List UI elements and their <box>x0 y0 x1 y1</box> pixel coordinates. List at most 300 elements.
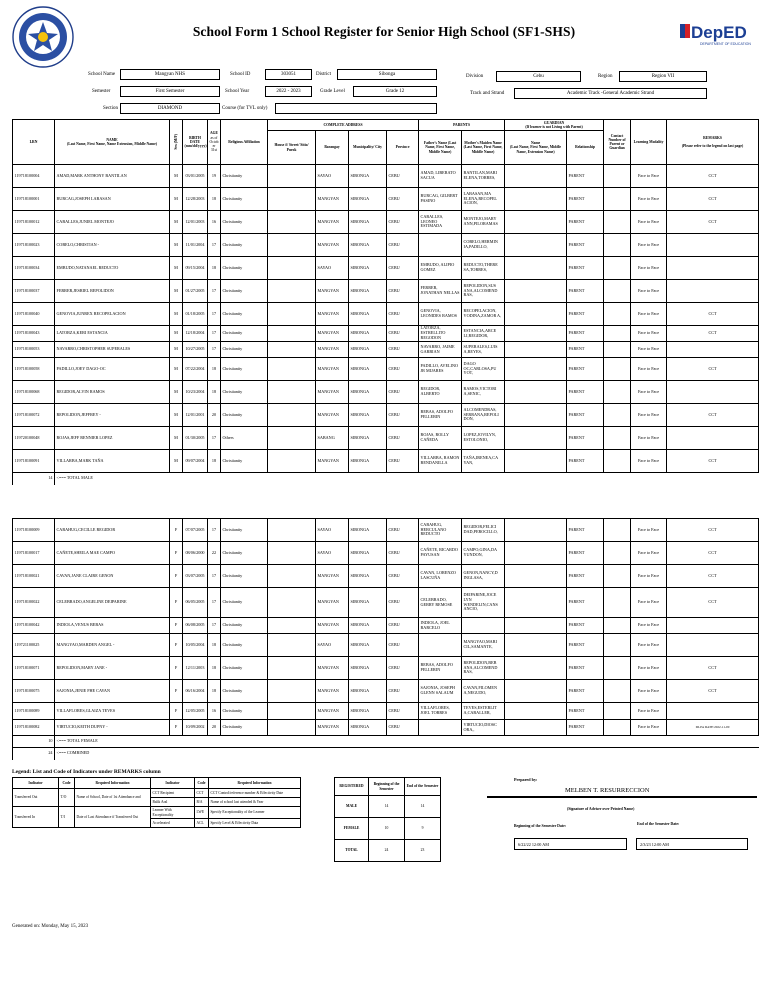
table-row <box>13 634 759 657</box>
cell-contact <box>604 720 631 736</box>
school-name-label: School Name <box>88 72 116 77</box>
legend-h-required2: Required Information <box>209 778 301 789</box>
cell-mother: COBELO,HERMIN IA,PADILLO, <box>462 234 505 257</box>
cell-sex: M <box>170 165 183 188</box>
cell-contact <box>604 165 631 188</box>
cell-birth: 03/01/2005 <box>183 165 208 188</box>
cell-house <box>268 342 316 358</box>
total-label: <=== TOTAL MALE <box>55 473 759 485</box>
cell-contact <box>604 634 631 657</box>
cell-contact <box>604 257 631 280</box>
cell-province: CEBU <box>387 720 419 736</box>
cell-remarks <box>667 234 759 257</box>
cell-modality: Face to Face <box>631 703 667 720</box>
cell-birth: 06/08/2005 <box>183 618 208 634</box>
course-label: Course (for TVL only) <box>222 106 268 111</box>
end-date-field: 2/3/23 12:00 AM <box>636 838 748 850</box>
cell-modality: Face to Face <box>631 280 667 303</box>
cell-modality: Face to Face <box>631 618 667 634</box>
cell-remarks <box>667 280 759 303</box>
cell-birth: 03/07/2005 <box>183 565 208 588</box>
table-row <box>13 381 759 404</box>
summary-h-end: End of the Semester <box>405 778 441 796</box>
cell-barangay: MANGYAN <box>316 657 349 680</box>
cell-birth: 10/27/2005 <box>183 342 208 358</box>
cell-remarks: CCT <box>667 326 759 342</box>
legend-h-code2: Code <box>195 778 209 789</box>
cell-religion: Christianity <box>221 588 268 618</box>
legend-balik-aral: Balik Aral <box>151 798 195 807</box>
cell-religion: Christianity <box>221 450 268 473</box>
cell-sex: M <box>170 234 183 257</box>
cell-g-name <box>505 342 567 358</box>
cell-father: REGIDOR, ALBERTO <box>419 381 462 404</box>
cell-barangay: SAYAO <box>316 519 349 542</box>
cell-remarks: CCT <box>667 211 759 234</box>
cell-house <box>268 303 316 326</box>
cell-name: FERRER,JESRIEL REPOLIDON <box>55 280 170 303</box>
cell-barangay: SAYAO <box>316 257 349 280</box>
cell-name: PADILLO,JOEY DAGO-OC <box>55 358 170 381</box>
cell-birth: 12/01/2001 <box>183 404 208 427</box>
cell-house <box>268 519 316 542</box>
col-name: NAME (Last Name, First Name, Name Extension, Middle Name) <box>55 120 170 165</box>
cell-religion: Christianity <box>221 303 268 326</box>
legend-accelerated: Accelerated <box>151 819 195 828</box>
cell-contact <box>604 234 631 257</box>
cell-religion: Christianity <box>221 657 268 680</box>
cell-relationship: PARENT <box>567 165 604 188</box>
cell-relationship: PARENT <box>567 680 604 703</box>
cell-age: 20 <box>208 720 221 736</box>
cell-name: NAVARRO,CHRISTOPHER SUPERALES <box>55 342 170 358</box>
cell-relationship: PARENT <box>567 381 604 404</box>
cell-lrn: 119718100037 <box>13 280 55 303</box>
cell-relationship: PARENT <box>567 703 604 720</box>
cell-age: 19 <box>208 165 221 188</box>
cell-house <box>268 565 316 588</box>
legend-info-lwe: Specify Exceptionality of the Learner <box>209 807 301 819</box>
legend-transferred-out: Transferred Out <box>13 789 59 807</box>
end-date-label: End of the Semester Date: <box>637 822 680 826</box>
cell-municipality: SIBONGA <box>349 326 387 342</box>
cell-mother: LABASAN,MA ELENA,RECOPEL ACION, <box>462 188 505 211</box>
table-row <box>13 542 759 565</box>
cell-father <box>419 634 462 657</box>
cell-religion: Christianity <box>221 618 268 634</box>
cell-remarks <box>667 703 759 720</box>
cell-g-name <box>505 588 567 618</box>
cell-g-name <box>505 381 567 404</box>
cell-modality: Face to Face <box>631 565 667 588</box>
cell-relationship: PARENT <box>567 657 604 680</box>
cell-lrn: 119718100023 <box>13 234 55 257</box>
cell-municipality: SIBONGA <box>349 588 387 618</box>
cell-municipality: SIBONGA <box>349 450 387 473</box>
cell-father: EMBUDO, ALIPIO GOMEZ <box>419 257 462 280</box>
col-lrn: LRN <box>13 120 55 165</box>
cell-province: CEBU <box>387 280 419 303</box>
cell-modality: Face to Face <box>631 450 667 473</box>
cell-sex: M <box>170 303 183 326</box>
school-id-field: 303051 <box>265 69 312 80</box>
table-row <box>13 680 759 703</box>
cell-age: 17 <box>208 588 221 618</box>
cell-age: 20 <box>208 404 221 427</box>
col-house: House #/ Street/ Sitio/ Purok <box>268 131 316 165</box>
total-row <box>13 736 759 748</box>
cell-sex: F <box>170 657 183 680</box>
cell-birth: 06/05/2005 <box>183 588 208 618</box>
cell-remarks: CCT <box>667 657 759 680</box>
cell-mother: MONTEJO,MARY ANN,PILORAMAS <box>462 211 505 234</box>
cell-birth: 10/09/2002 <box>183 720 208 736</box>
cell-relationship: PARENT <box>567 588 604 618</box>
cell-mother: DAGO OC,CARLOSA,PU YOT, <box>462 358 505 381</box>
cell-name: BURCAG,JOSEPH LABASAN <box>55 188 170 211</box>
legend-h-required: Required Information <box>75 778 151 789</box>
cell-religion: Christianity <box>221 703 268 720</box>
cell-lrn: 119718100004 <box>13 165 55 188</box>
legend-h-code: Code <box>59 778 75 789</box>
col-address: COMPLETE ADDRESS <box>268 120 419 131</box>
cell-sex: M <box>170 211 183 234</box>
cell-house <box>268 703 316 720</box>
signature-caption: (Signature of Adviser over Printed Name) <box>567 807 635 811</box>
track-field: Academic Track -General Academic Strand <box>514 88 707 99</box>
cell-barangay: SAYAO <box>316 165 349 188</box>
cell-municipality: SIBONGA <box>349 165 387 188</box>
cell-province: CEBU <box>387 519 419 542</box>
col-sex: Sex (M/F) <box>170 120 183 165</box>
cell-g-name <box>505 358 567 381</box>
school-id-label: School ID <box>230 72 251 77</box>
cell-age: 16 <box>208 211 221 234</box>
cell-municipality: SIBONGA <box>349 303 387 326</box>
cell-g-name <box>505 565 567 588</box>
cell-lrn: 119718100089 <box>13 703 55 720</box>
col-contact: Contact Number of Parent or Guardian <box>604 120 631 165</box>
cell-father <box>419 234 462 257</box>
track-label: Track and Strand <box>470 91 505 96</box>
cell-sex: M <box>170 450 183 473</box>
cell-father: CABAHUG, HERCULANO REDUCTO <box>419 519 462 542</box>
table-row <box>13 234 759 257</box>
cell-birth: 10/05/2004 <box>183 634 208 657</box>
cell-remarks <box>667 381 759 404</box>
col-municipality: Municipality/ City <box>349 131 387 165</box>
cell-g-name <box>505 404 567 427</box>
summary-male-label: MALE <box>335 796 369 818</box>
cell-modality: Face to Face <box>631 404 667 427</box>
cell-barangay: SABANG <box>316 427 349 450</box>
legend-info-acl: Specify Level & Effectivity Data <box>209 819 301 828</box>
cell-municipality: SIBONGA <box>349 680 387 703</box>
cell-lrn: 119718100072 <box>13 404 55 427</box>
grade-level-field: Grade 12 <box>353 86 437 97</box>
cell-mother: MANGYAO,MARI CIL,SAMANTE, <box>462 634 505 657</box>
col-father: Father's Name (Last Name, First Name, Middle Name) <box>419 131 462 165</box>
cell-father: GENOVIA, LEONIDES RAMOS <box>419 303 462 326</box>
cell-lrn: 119718100001 <box>13 188 55 211</box>
total-row <box>13 473 759 485</box>
legend-code-ti: T/I <box>59 807 75 828</box>
cell-province: CEBU <box>387 257 419 280</box>
cell-relationship: PARENT <box>567 188 604 211</box>
cell-relationship: PARENT <box>567 618 604 634</box>
cell-province: CEBU <box>387 381 419 404</box>
cell-mother: BANTILAN,MARI ELENA,TORRES, <box>462 165 505 188</box>
cell-house <box>268 542 316 565</box>
cell-g-name <box>505 720 567 736</box>
cell-province: CEBU <box>387 303 419 326</box>
cell-age: 18 <box>208 680 221 703</box>
cell-lrn: 119718100053 <box>13 342 55 358</box>
cell-modality: Face to Face <box>631 427 667 450</box>
cell-remarks: CCT <box>667 565 759 588</box>
table-row <box>13 211 759 234</box>
cell-barangay: MANGYAN <box>316 588 349 618</box>
summary-female-begin: 10 <box>369 818 405 840</box>
cell-g-name <box>505 188 567 211</box>
cell-sex: M <box>170 326 183 342</box>
table-row <box>13 720 759 736</box>
cell-barangay: MANGYAN <box>316 342 349 358</box>
cell-province: CEBU <box>387 342 419 358</box>
cell-religion: Christianity <box>221 404 268 427</box>
cell-house <box>268 404 316 427</box>
cell-house <box>268 358 316 381</box>
cell-relationship: PARENT <box>567 257 604 280</box>
cell-name: GENOVIA,JUNREX RECOPELACION <box>55 303 170 326</box>
cell-name: EMBUDO,NATANAEL REDUCTO <box>55 257 170 280</box>
cell-father: ROJAS, ROLLY CAÑEDA <box>419 427 462 450</box>
cell-province: CEBU <box>387 450 419 473</box>
cell-mother: DEIPARINE,JOCE LYN WENDELIN,CANS ANCIO, <box>462 588 505 618</box>
section-label: Section <box>103 106 118 111</box>
semester-field: First Semester <box>120 86 220 97</box>
cell-house <box>268 588 316 618</box>
cell-name: AMAD,MARK ANTHONY BANTILAN <box>55 165 170 188</box>
cell-sex: F <box>170 634 183 657</box>
cell-relationship: PARENT <box>567 519 604 542</box>
table-row <box>13 565 759 588</box>
legend-code-cct: CCT <box>195 789 209 798</box>
cell-birth: 06/16/2004 <box>183 680 208 703</box>
cell-age: 17 <box>208 427 221 450</box>
legend-info-ti: Date of Last Attendance if Transferred Out <box>75 807 151 828</box>
cell-birth: 09/07/2004 <box>183 450 208 473</box>
cell-province: CEBU <box>387 618 419 634</box>
cell-municipality: SIBONGA <box>349 381 387 404</box>
cell-contact <box>604 303 631 326</box>
cell-religion: Christianity <box>221 565 268 588</box>
col-age: AGE as of Octob er 31st <box>208 120 221 165</box>
cell-mother: VIRTUCIO,DIOSC ORA,, <box>462 720 505 736</box>
cell-sex: F <box>170 680 183 703</box>
cell-sex: F <box>170 542 183 565</box>
cell-g-name <box>505 326 567 342</box>
cell-birth: 11/01/2004 <box>183 234 208 257</box>
cell-sex: F <box>170 720 183 736</box>
cell-sex: M <box>170 342 183 358</box>
table-row <box>13 450 759 473</box>
cell-father: INDIOLA, JOEL BARCELO <box>419 618 462 634</box>
cell-lrn: 119718100091 <box>13 450 55 473</box>
cell-religion: Christianity <box>221 358 268 381</box>
cell-remarks: DI-PA DATE:2022-11-00 <box>667 720 759 736</box>
cell-age: 18 <box>208 188 221 211</box>
table-row <box>13 657 759 680</box>
cell-municipality: SIBONGA <box>349 634 387 657</box>
course-field <box>275 103 437 114</box>
cell-g-name <box>505 634 567 657</box>
total-label: <=== TOTAL FEMALE <box>55 736 759 748</box>
summary-h-begin: Beginning of the Semester <box>369 778 405 796</box>
summary-male-end: 14 <box>405 796 441 818</box>
cell-contact <box>604 358 631 381</box>
cell-father <box>419 720 462 736</box>
table-row <box>13 427 759 450</box>
cell-contact <box>604 703 631 720</box>
cell-remarks: CCT <box>667 542 759 565</box>
cell-contact <box>604 381 631 404</box>
summary-total-label: TOTAL <box>335 840 369 862</box>
col-birth-date: BIRTH DATE (mm/dd/yyyy) <box>183 120 208 165</box>
cell-lrn: 119718100009 <box>13 519 55 542</box>
cell-house <box>268 427 316 450</box>
legend-info-to: Name of School, Date of 1st Attendance and <box>75 789 151 807</box>
cell-birth: 08/06/2000 <box>183 542 208 565</box>
summary-female-label: FEMALE <box>335 818 369 840</box>
cell-relationship: PARENT <box>567 358 604 381</box>
cell-house <box>268 618 316 634</box>
cell-municipality: SIBONGA <box>349 542 387 565</box>
cell-municipality: SIBONGA <box>349 519 387 542</box>
cell-mother: LOPEZ,JOVILYN, ESTOLONIO, <box>462 427 505 450</box>
cell-birth: 09/15/2004 <box>183 257 208 280</box>
cell-father: LATORZA, ESTRELLITO REGODON <box>419 326 462 342</box>
cell-relationship: PARENT <box>567 542 604 565</box>
cell-religion: Christianity <box>221 342 268 358</box>
cell-relationship: PARENT <box>567 303 604 326</box>
cell-house <box>268 257 316 280</box>
summary-h-registered: REGISTERED <box>335 778 369 796</box>
cell-age: 18 <box>208 381 221 404</box>
cell-mother: ESTANCIA,ARCE LI,REGIDOR, <box>462 326 505 342</box>
cell-contact <box>604 588 631 618</box>
cell-barangay: MANGYAN <box>316 381 349 404</box>
region-field: Region VII <box>619 71 707 82</box>
cell-father: CABALLES, LEONEO ESTIMADA <box>419 211 462 234</box>
cell-contact <box>604 519 631 542</box>
cell-province: CEBU <box>387 358 419 381</box>
cell-municipality: SIBONGA <box>349 257 387 280</box>
cell-lrn: 119718100012 <box>13 211 55 234</box>
learner-register-table <box>12 119 759 485</box>
cell-birth: 01/18/2005 <box>183 303 208 326</box>
cell-age: 17 <box>208 326 221 342</box>
cell-municipality: SIBONGA <box>349 427 387 450</box>
cell-birth: 12/18/2004 <box>183 326 208 342</box>
school-year-label: School Year <box>225 89 250 94</box>
cell-g-name <box>505 211 567 234</box>
cell-lrn: 119718100082 <box>13 720 55 736</box>
cell-religion: Christianity <box>221 519 268 542</box>
cell-birth: 01/30/2005 <box>183 427 208 450</box>
cell-contact <box>604 427 631 450</box>
cell-barangay: MANGYAN <box>316 303 349 326</box>
cell-lrn: 119718100040 <box>13 303 55 326</box>
cell-house <box>268 234 316 257</box>
cell-birth: 07/22/2004 <box>183 358 208 381</box>
cell-lrn: 119718100058 <box>13 358 55 381</box>
cell-province: CEBU <box>387 634 419 657</box>
cell-province: CEBU <box>387 542 419 565</box>
cell-house <box>268 326 316 342</box>
cell-mother: ALCOMENDRAS, SERRANA,REPOLI DON, <box>462 404 505 427</box>
table-row <box>13 303 759 326</box>
cell-father: BURCAG, GILBERT PASINO <box>419 188 462 211</box>
cell-municipality: SIBONGA <box>349 211 387 234</box>
cell-contact <box>604 657 631 680</box>
legend-title: Legend: List and Code of Indicators under REMARKS column <box>12 769 161 775</box>
cell-age: 17 <box>208 280 221 303</box>
cell-sex: F <box>170 588 183 618</box>
cell-father: PADILLO, AVELINO JR MIJARES <box>419 358 462 381</box>
cell-mother: TEVES,ESTERLIT A,CABALLER, <box>462 703 505 720</box>
cell-municipality: SIBONGA <box>349 720 387 736</box>
cell-barangay: MANGYAN <box>316 211 349 234</box>
cell-father: VILLAFLORES, JOEL TORRES <box>419 703 462 720</box>
cell-g-name <box>505 234 567 257</box>
col-mother: Mother's Maiden Name (Last Name, First Name, Middle Name) <box>462 131 505 165</box>
cell-relationship: PARENT <box>567 280 604 303</box>
cell-name: MANGYAO,MARDEN ANGEL - <box>55 634 170 657</box>
cell-mother <box>462 618 505 634</box>
cell-municipality: SIBONGA <box>349 618 387 634</box>
col-religion: Religious Affiliation <box>221 120 268 165</box>
cell-father: AMAD, LIBERATO SACUA <box>419 165 462 188</box>
cell-remarks <box>667 342 759 358</box>
cell-modality: Face to Face <box>631 188 667 211</box>
cell-barangay: MANGYAN <box>316 680 349 703</box>
cell-lrn: 119718100075 <box>13 680 55 703</box>
cell-lrn: 119718100042 <box>13 618 55 634</box>
cell-religion: Christianity <box>221 680 268 703</box>
total-count: 24 <box>13 748 55 760</box>
cell-modality: Face to Face <box>631 381 667 404</box>
cell-religion: Christianity <box>221 720 268 736</box>
total-count: 10 <box>13 736 55 748</box>
cell-contact <box>604 565 631 588</box>
table-row <box>13 588 759 618</box>
cell-barangay: MANGYAN <box>316 234 349 257</box>
division-field: Cebu <box>496 71 581 82</box>
cell-father: SAJONIA, JOSEPH GLENN SALAUM <box>419 680 462 703</box>
cell-house <box>268 381 316 404</box>
cell-sex: F <box>170 618 183 634</box>
cell-g-name <box>505 257 567 280</box>
cell-age: 18 <box>208 634 221 657</box>
cell-religion: Christianity <box>221 280 268 303</box>
cell-age: 18 <box>208 450 221 473</box>
cell-remarks: CCT <box>667 358 759 381</box>
cell-birth: 12/28/2003 <box>183 188 208 211</box>
cell-name: CAVAN,JANE CLAIRE GENON <box>55 565 170 588</box>
cell-modality: Face to Face <box>631 542 667 565</box>
cell-lrn: 119718100017 <box>13 542 55 565</box>
